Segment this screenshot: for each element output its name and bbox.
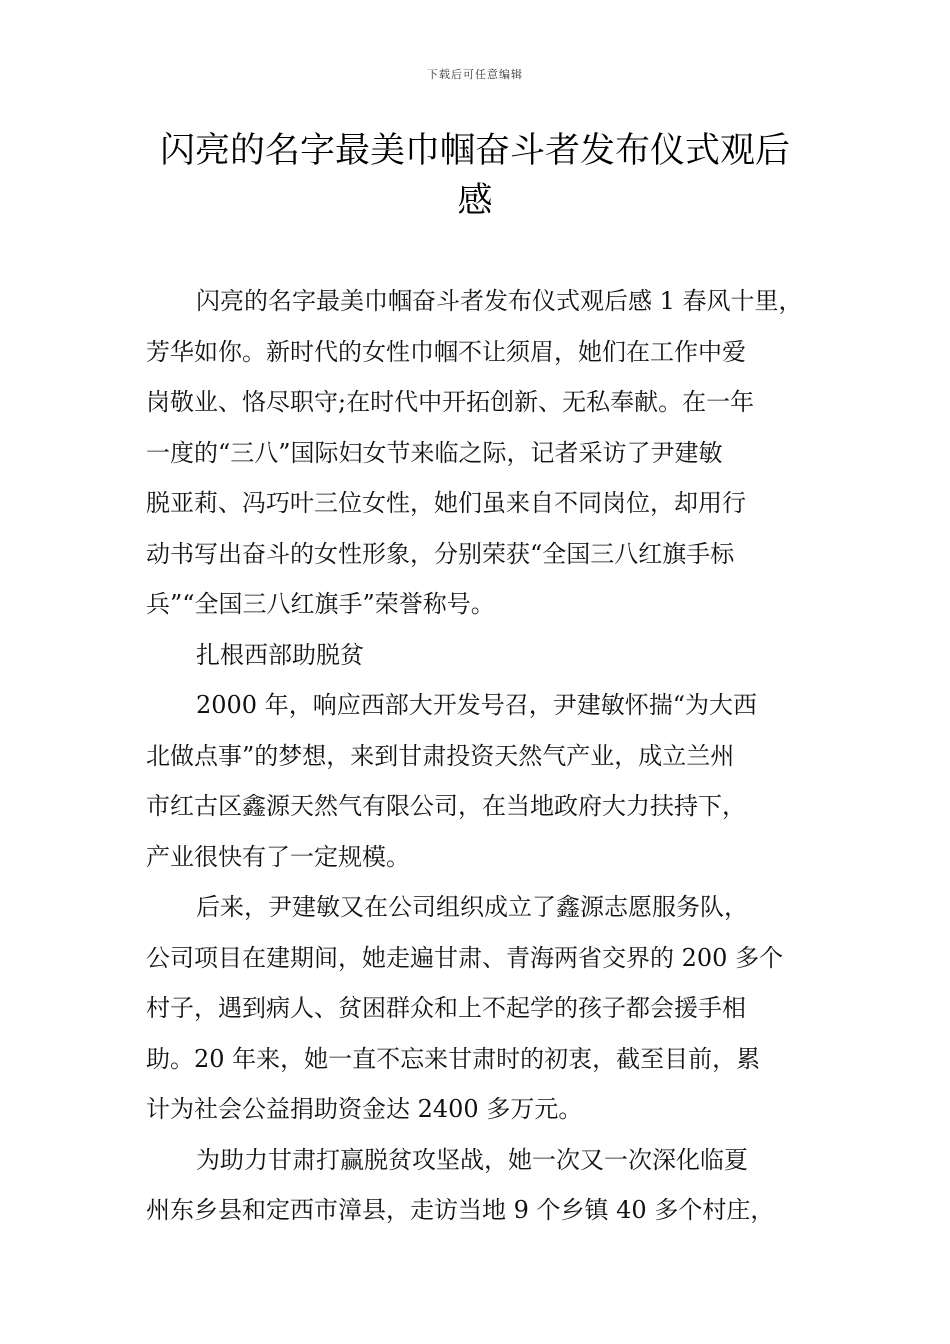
paragraph-line: 计为社会公益捐助资金达 2400 多万元。 [146,1095,583,1123]
paragraph-line: 兵”“全国三八红旗手”荣誉称号。 [146,590,495,618]
section-heading: 扎根西部助脱贫 [196,640,364,669]
paragraph-line: 芳华如你。新时代的女性巾帼不让须眉，她们在工作中爱 [146,337,746,366]
paragraph-2000 [146,680,810,882]
paragraph-line: 闪亮的名字最美巾帼奋斗者发布仪式观后感 1 春风十里， [196,287,803,315]
paragraph-line: 村子，遇到病人、贫困群众和上不起学的孩子都会援手相 [146,994,746,1022]
paragraph-line: 助。20 年来，她一直不忘来甘肃时的初衷，截至目前，累 [146,1044,761,1073]
paragraph-line: 州东乡县和定西市漳县，走访当地 9 个乡镇 40 多个村庄， [146,1196,775,1224]
paragraph-line: 一度的“三八”国际妇女节来临之际，记者采访了尹建敏 [146,438,723,467]
title-line-2: 感 [457,181,493,221]
paragraph-volunteer [146,882,810,1135]
paragraph-line: 北做点事”的梦想，来到甘肃投资天然气产业，成立兰州 [146,741,735,770]
paragraph-line: 岗敬业、恪尽职守;在时代中开拓创新、无私奉献。在一年 [146,388,755,416]
paragraph-line: 脱亚莉、冯巧叶三位女性，她们虽来自不同岗位，却用行 [146,489,746,517]
title-line-1: 闪亮的名字最美巾帼奋斗者发布仪式观后 [159,131,790,171]
header-note: 下载后可任意编辑 [427,68,523,81]
paragraph-intro [146,276,810,630]
paragraph-poverty [146,1135,810,1236]
paragraph-line: 动书写出奋斗的女性形象，分别荣获“全国三八红旗手标 [146,539,735,568]
paragraph-line: 2000 年，响应西部大开发号召，尹建敏怀揣“为大西 [196,691,757,719]
paragraph-line: 为助力甘肃打赢脱贫攻坚战，她一次又一次深化临夏 [196,1145,748,1174]
paragraph-line: 公司项目在建期间，她走遍甘肃、青海两省交界的 200 多个 [146,943,784,972]
paragraph-line: 市红古区鑫源天然气有限公司，在当地政府大力扶持下， [146,792,746,820]
document-body [146,276,810,1236]
paragraph-line: 后来，尹建敏又在公司组织成立了鑫源志愿服务队， [196,893,748,921]
document-title [130,126,820,226]
paragraph-line: 产业很快有了一定规模。 [146,842,410,871]
